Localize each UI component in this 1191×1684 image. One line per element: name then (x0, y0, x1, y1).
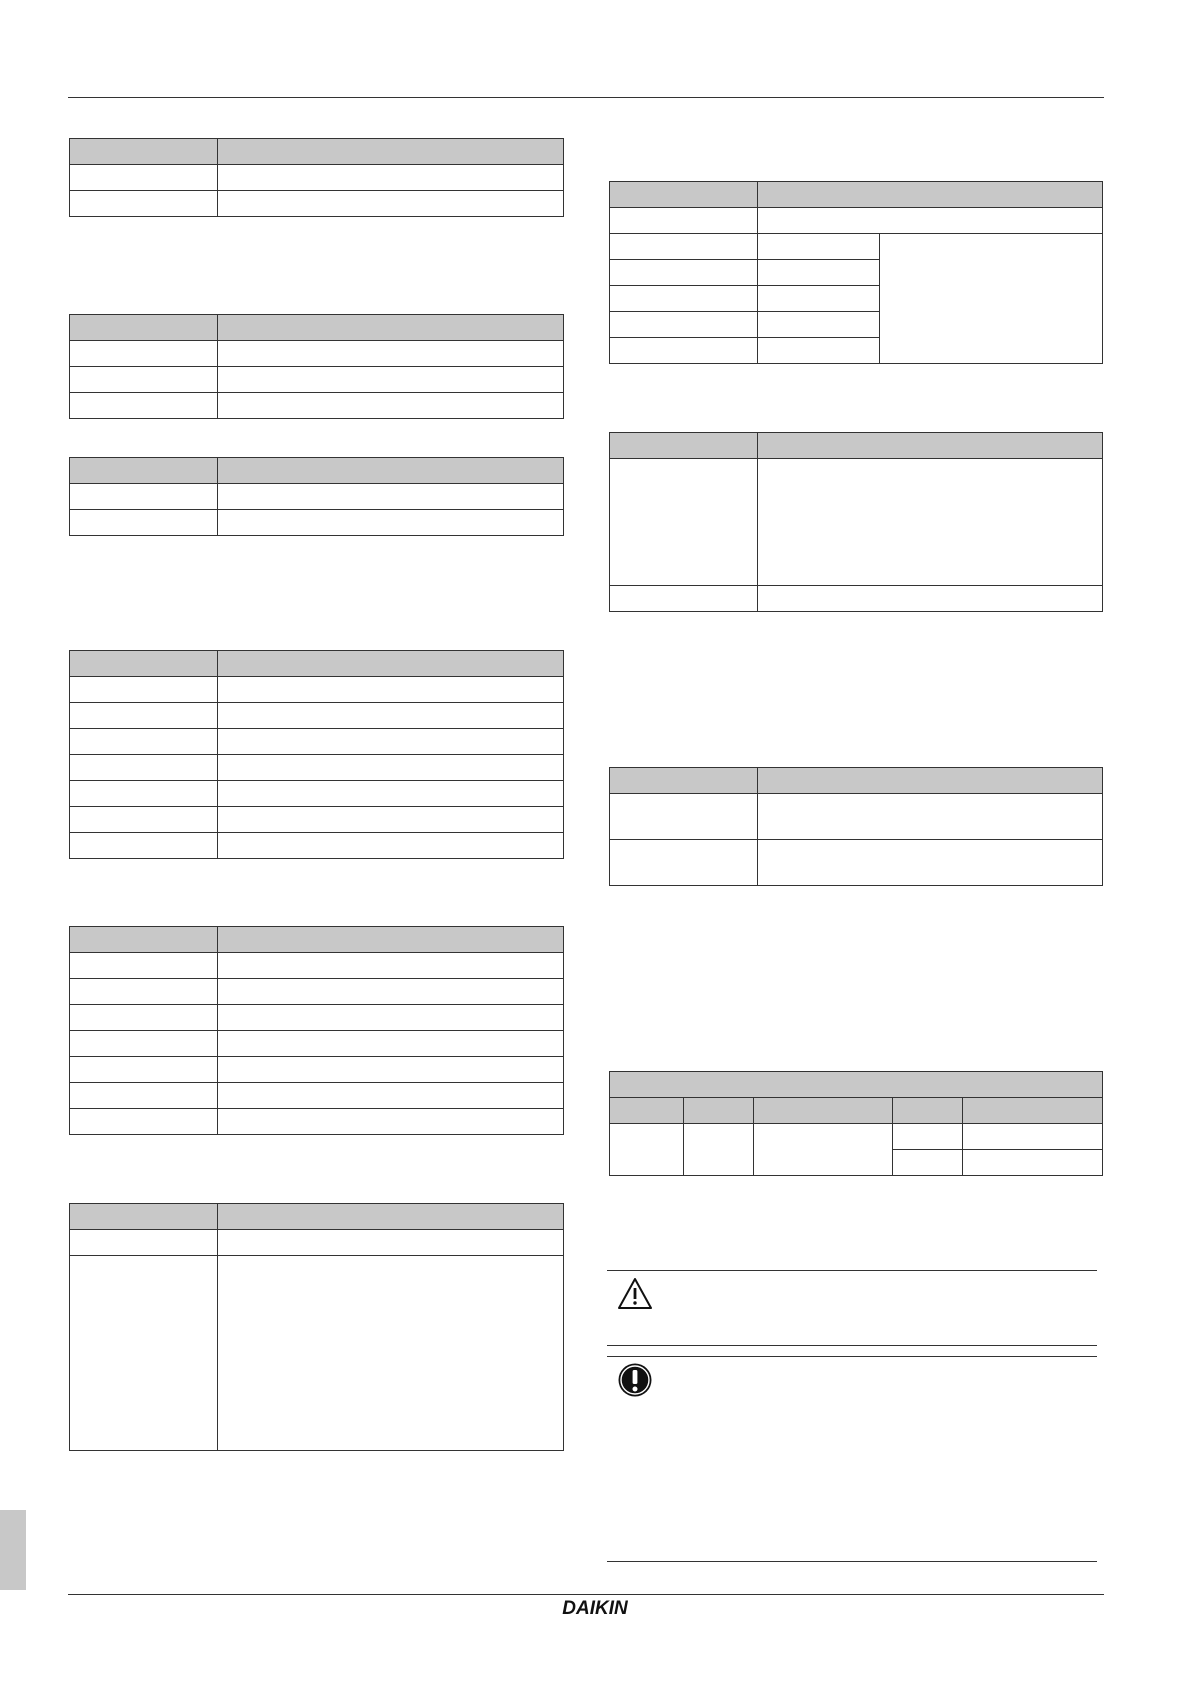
table-header-row (610, 433, 1103, 459)
table-row (70, 677, 564, 703)
spec-table-7 (609, 181, 1103, 364)
table-row (70, 191, 564, 217)
table-header-row (70, 139, 564, 165)
table-row (70, 953, 564, 979)
table-row (70, 1109, 564, 1135)
table-header-row (70, 927, 564, 953)
spec-table-2 (69, 314, 564, 419)
table-row (70, 1031, 564, 1057)
table-row (70, 781, 564, 807)
table-row (70, 807, 564, 833)
table-header-row (70, 651, 564, 677)
table-row (70, 341, 564, 367)
spec-table-6 (69, 1203, 564, 1451)
spec-table-8 (609, 432, 1103, 612)
exclamation-circle-icon (617, 1362, 653, 1398)
daikin-logo (520, 1595, 670, 1621)
table-header-row (70, 458, 564, 484)
notice-note (607, 1356, 1097, 1562)
table-row (70, 165, 564, 191)
table-subheader-row (610, 1098, 1103, 1124)
table-row (70, 510, 564, 536)
spec-table-1 (69, 138, 564, 217)
table-header-row (610, 182, 1103, 208)
table-row (610, 586, 1103, 612)
warning-triangle-icon (617, 1276, 653, 1312)
brand-text: DAIKIN (562, 1598, 628, 1619)
table-row (70, 1230, 564, 1256)
table-row (70, 755, 564, 781)
table-row (70, 1256, 564, 1451)
spec-table-4 (69, 650, 564, 859)
table-row (70, 367, 564, 393)
table-row (610, 208, 1103, 234)
table-row (70, 393, 564, 419)
table-row (610, 459, 1103, 586)
table-row (610, 794, 1103, 840)
table-row (70, 833, 564, 859)
spec-table-5 (69, 926, 564, 1135)
table-row (610, 1124, 1103, 1150)
spec-table-9 (609, 767, 1103, 886)
table-row (70, 1083, 564, 1109)
table-row (610, 840, 1103, 886)
side-tab (0, 1510, 26, 1590)
warning-note (607, 1270, 1097, 1346)
header-rule (68, 97, 1104, 98)
table-row (70, 703, 564, 729)
table-row (70, 979, 564, 1005)
table-row (70, 484, 564, 510)
table-header-row (610, 768, 1103, 794)
spec-table-3 (69, 457, 564, 536)
table-row (610, 234, 1103, 260)
table-row (70, 729, 564, 755)
table-row (70, 1005, 564, 1031)
table-header-row (70, 315, 564, 341)
table-row (70, 1057, 564, 1083)
table-header-row (70, 1204, 564, 1230)
table-header-row (610, 1072, 1103, 1098)
spec-table-10 (609, 1071, 1103, 1176)
